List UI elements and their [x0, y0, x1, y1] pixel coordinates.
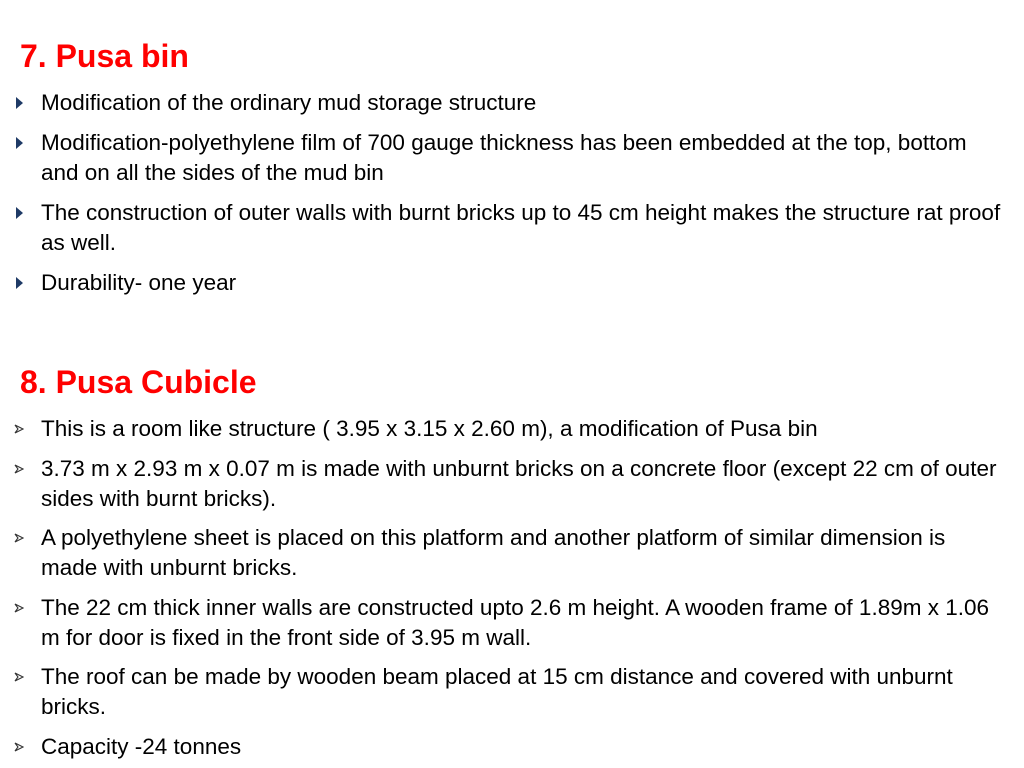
list-item	[0, 593, 1000, 653]
list-item	[0, 414, 1000, 444]
list-item-text: Modification of the ordinary mud storage structure	[41, 90, 537, 115]
pusa-bin-bullet-list	[0, 88, 1010, 308]
list-item-text: A polyethylene sheet is placed on this platform and another platform of similar dimension is made with unburnt bricks.	[41, 525, 946, 580]
solid-triangle-icon	[12, 268, 26, 298]
list-item-text: Durability- one year	[41, 270, 237, 295]
solid-triangle-icon	[12, 88, 26, 118]
list-item	[0, 523, 1000, 583]
list-item	[0, 732, 1000, 762]
outline-arrow-icon	[12, 523, 26, 553]
solid-triangle-icon	[12, 198, 26, 228]
list-item-text: Modification-polyethylene film of 700 gauge thickness has been embedded at the top, bottom and on all the sides of the mud bin	[41, 130, 967, 185]
list-item-text: Capacity -24 tonnes	[41, 733, 242, 759]
list-item	[0, 662, 1000, 722]
solid-triangle-icon	[12, 128, 26, 158]
list-item-text: The roof can be made by wooden beam placed at 15 cm distance and covered with unburnt bricks.	[41, 664, 953, 719]
pusa-cubicle-bullet-list	[0, 414, 1000, 768]
section-title-pusa-bin: 7. Pusa bin	[20, 38, 189, 74]
list-item	[0, 128, 1010, 188]
outline-arrow-icon	[12, 414, 26, 444]
list-item	[0, 198, 1010, 258]
list-item-text: 3.73 m x 2.93 m x 0.07 m is made with unburnt bricks on a concrete floor (except 22 cm of outer sides with burnt bricks).	[41, 455, 997, 511]
list-item-text: The construction of outer walls with burnt bricks up to 45 cm height makes the structure rat proof as well.	[41, 200, 1001, 255]
list-item-text: This is a room like structure ( 3.95 x 3.15 x 2.60 m), a modification of Pusa bin	[41, 416, 818, 441]
outline-arrow-icon	[12, 732, 26, 762]
list-item-text: The 22 cm thick inner walls are constructed upto 2.6 m height. A wooden frame of 1.89m x 1.06 m for door is fixed in the front side of 3.95 m wall.	[41, 594, 990, 650]
list-item	[0, 88, 1010, 118]
outline-arrow-icon	[12, 593, 26, 623]
list-item	[0, 454, 1000, 514]
outline-arrow-icon	[12, 662, 26, 692]
list-item	[0, 268, 1010, 298]
outline-arrow-icon	[12, 454, 26, 484]
section-title-pusa-cubicle: 8. Pusa Cubicle	[20, 364, 257, 400]
